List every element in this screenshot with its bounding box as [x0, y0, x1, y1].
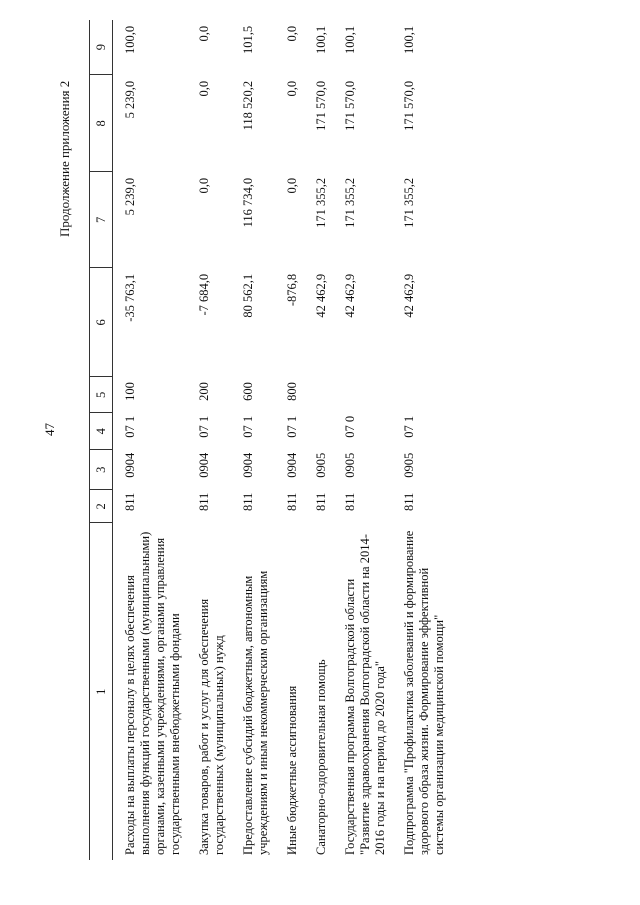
- cell-plan: 171 355,2: [402, 177, 416, 228]
- cell-plan: 0,0: [197, 177, 211, 194]
- cell-section: 0905: [314, 452, 328, 478]
- cell-expense-type: 800: [285, 382, 299, 401]
- column-header: 7: [90, 172, 113, 268]
- cell-plan: 116 734,0: [241, 177, 255, 228]
- cell-percent: 100,1: [314, 25, 328, 54]
- cell-actual: 0,0: [285, 80, 299, 97]
- cell-ministry: 811: [343, 492, 357, 511]
- cell-target: 07 1: [285, 415, 299, 438]
- cell-ministry: 811: [402, 492, 416, 511]
- cell-percent: 100,1: [343, 25, 357, 54]
- cell-plan: 171 355,2: [314, 177, 328, 228]
- cell-amount: -7 684,0: [197, 273, 211, 316]
- cell-plan: 5 239,0: [123, 177, 137, 216]
- appendix-title: Продолжение приложения 2: [57, 80, 72, 237]
- row-name: Санаторно-оздоровительная помощь: [314, 659, 328, 855]
- cell-actual: 5 239,0: [123, 80, 137, 119]
- cell-ministry: 811: [285, 492, 299, 511]
- cell-amount: -35 763,1: [123, 273, 137, 322]
- column-header: 6: [90, 268, 113, 377]
- table-row: [231, 20, 275, 860]
- cell-target: [304, 413, 333, 450]
- table-row: [333, 20, 392, 860]
- cell-section: 0904: [197, 452, 211, 478]
- column-header: 2: [90, 490, 113, 523]
- cell-section: 0904: [241, 452, 255, 478]
- cell-actual: 171 570,0: [314, 80, 328, 131]
- cell-percent: 0,0: [285, 25, 299, 42]
- cell-percent: 101,5: [241, 25, 255, 54]
- table-row: [187, 20, 231, 860]
- cell-actual: 171 570,0: [343, 80, 357, 131]
- cell-target: 07 1: [241, 415, 255, 438]
- cell-actual: 0,0: [197, 80, 211, 97]
- column-header: 9: [90, 20, 113, 75]
- cell-percent: 100,1: [402, 25, 416, 54]
- cell-amount: 42 462,9: [314, 273, 328, 318]
- row-name: Подпрограмма "Профилактика заболеваний и формирование здорового образа жизни. Формирование эффективной системы организации медицинской помощи": [402, 530, 446, 855]
- column-header: 8: [90, 75, 113, 172]
- cell-actual: 118 520,2: [241, 80, 255, 131]
- column-header: 4: [90, 413, 113, 450]
- cell-amount: 80 562,1: [241, 273, 255, 318]
- cell-expense-type: [304, 377, 333, 413]
- row-name: Государственная программа Волгоградской области "Развитие здравоохранения Волгоградской области на 2014-2016 годы и на период до 2020 года": [343, 534, 387, 855]
- cell-expense-type: 100: [123, 382, 137, 401]
- cell-percent: 0,0: [197, 25, 211, 42]
- cell-expense-type: [392, 377, 451, 413]
- cell-target: 07 1: [123, 415, 137, 438]
- cell-target: 07 0: [343, 415, 357, 438]
- cell-amount: 42 462,9: [343, 273, 357, 318]
- cell-actual: 171 570,0: [402, 80, 416, 131]
- row-name: Иные бюджетные ассигнования: [285, 685, 299, 855]
- cell-expense-type: 200: [197, 382, 211, 401]
- column-header: 3: [90, 450, 113, 490]
- cell-ministry: 811: [123, 492, 137, 511]
- table-row: [304, 20, 333, 860]
- cell-section: 0904: [285, 452, 299, 478]
- cell-amount: 42 462,9: [402, 273, 416, 318]
- budget-table: [89, 20, 451, 860]
- table-row: [113, 20, 188, 860]
- table-row: [275, 20, 304, 860]
- cell-plan: 171 355,2: [343, 177, 357, 228]
- row-name: Расходы на выплаты персоналу в целях обеспечения выполнения функций государственными (муниципальными) органами, казенными учреждениями, органами управления государственными внебюджетными фондами: [123, 531, 182, 855]
- cell-target: 07 1: [402, 415, 416, 438]
- table-row: [392, 20, 451, 860]
- cell-ministry: 811: [241, 492, 255, 511]
- header-row: [90, 20, 113, 860]
- cell-target: 07 1: [197, 415, 211, 438]
- row-name: Закупка товаров, работ и услуг для обеспечения государственных (муниципальных) нужд: [197, 598, 226, 855]
- cell-section: 0905: [402, 452, 416, 478]
- cell-expense-type: 600: [241, 382, 255, 401]
- row-name: Предоставление субсидий бюджетным, автономным учреждениям и иным некоммерческим организациям: [241, 570, 270, 855]
- cell-ministry: 811: [197, 492, 211, 511]
- cell-section: 0905: [343, 452, 357, 478]
- cell-expense-type: [333, 377, 392, 413]
- column-header: 5: [90, 377, 113, 413]
- cell-section: 0904: [123, 452, 137, 478]
- page-number: 47: [42, 423, 57, 436]
- cell-percent: 100,0: [123, 25, 137, 54]
- cell-amount: -876,8: [285, 273, 299, 307]
- cell-plan: 0,0: [285, 177, 299, 194]
- cell-ministry: 811: [314, 492, 328, 511]
- column-header: 1: [90, 523, 113, 860]
